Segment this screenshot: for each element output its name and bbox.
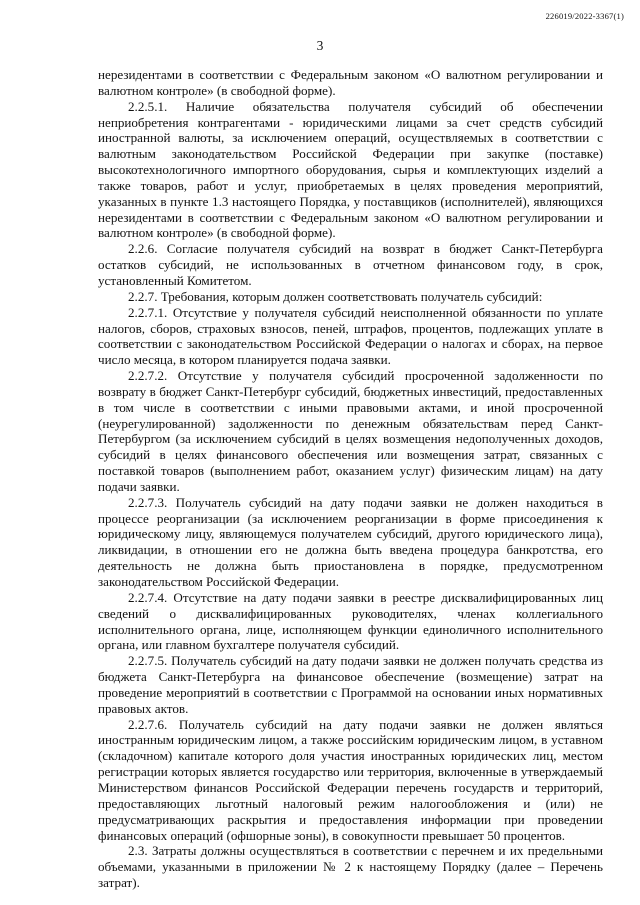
- paragraph-2-2-7-5: 2.2.7.5. Получатель субсидий на дату подачи заявки не должен получать средства из бюджета Санкт-Петербурга на финансовое обеспечение (возмещение) затрат на проведение мероприятий в соответствии с Программой на основании иных нормативных правовых актов.: [98, 653, 603, 716]
- paragraph-2-2-7: 2.2.7. Требования, которым должен соответствовать получатель субсидий:: [128, 288, 543, 304]
- paragraph-2-3: 2.3. Затраты должны осуществляться в соответствии с перечнем и их предельными объемами, указанными в приложении № 2 к настоящему Порядку (далее – Перечень затрат).: [98, 843, 603, 891]
- paragraph-2-2-7-1: 2.2.7.1. Отсутствие у получателя субсидий неисполненной обязанности по уплате налогов, сборов, страховых взносов, пеней, штрафов, процентов, подлежащих уплате в соответствии с законодательством Российской Федерации о налогах и сборах, на первое число месяца, в котором планируется подача заявки.: [98, 304, 603, 368]
- paragraph-2-2-7-3: 2.2.7.3. Получатель субсидий на дату подачи заявки не должен находиться в процессе реорганизации (за исключением реорганизации в форме присоединения к юридическому лицу, являющемуся получателем субсидий, другого юридического лица), ликвидации, в отношении его не должна быть введена процедура банкротства, его деятельность не должна быть приостановлена в порядке, предусмотренном законодательством Российской Федерации.: [98, 494, 603, 589]
- paragraph-2-2-6: 2.2.6. Согласие получателя субсидий на возврат в бюджет Санкт-Петербурга остатков субсидий, не использованных в отчетном финансовом году, в срок, установленный Комитетом.: [98, 241, 603, 288]
- document-body: [98, 67, 603, 891]
- paragraph-2-2-7-2: 2.2.7.2. Отсутствие у получателя субсидий просроченной задолженности по возврату в бюджет Санкт-Петербург субсидий, бюджетных инвестиций, предоставленных в том числе в соответствии с иными правовыми актами, и иной просроченной (неурегулированной) задолженности по денежным обязательствам перед Санкт-Петербургом (за исключением субсидий в целях возмещения недополученных доходов, субсидий в целях финансового обеспечения или возмещения затрат, связанных с поставкой товаров (выполнением работ, оказанием услуг) физическим лицам) на дату подачи заявки.: [98, 368, 603, 494]
- paragraph-2-2-7-4: 2.2.7.4. Отсутствие на дату подачи заявки в реестре дисквалифицированных лиц сведений о дисквалифицированных руководителях, членах коллегиального исполнительного органа, лице, исполняющем функции единоличного исполнительного органа, или главном бухгалтере получателя субсидий.: [98, 589, 603, 653]
- document-registration-number: 226019/2022-3367(1): [545, 11, 624, 21]
- paragraph-continuation: нерезидентами в соответствии с Федеральным законом «О валютном регулировании и валютном контроле» (в свободной форме).: [98, 67, 603, 98]
- paragraph-2-2-5-1: 2.2.5.1. Наличие обязательства получателя субсидий об обеспечении неприобретения контрагентами - юридическими лицами за счет средств субсидий иностранной валюты, за исключением операций, осуществляемых в соответствии с валютным законодательством Российской Федерации при закупке (поставке) высокотехнологичного импортного оборудования, сырья и комплектующих изделий а также товаров, работ и услуг, приобретаемых в целях проведения мероприятий, указанных в пункте 1.3 настоящего Порядка, у поставщиков (исполнителей), являющихся нерезидентами в соответствии с Федеральным законом «О валютном регулировании и валютном контроле» (в свободной форме).: [98, 98, 603, 241]
- paragraph-2-2-7-6: 2.2.7.6. Получатель субсидий на дату подачи заявки не должен являться иностранным юридическим лицом, а также российским юридическим лицом, в уставном (складочном) капитале которого доля участия иностранных юридических лиц, местом регистрации которых является государство или территория, включенные в утверждаемый Министерством финансов Российской Федерации перечень государств и территорий, предоставляющих льготный налоговый режим налогообложения и (или) не предусматривающих раскрытия и предоставления информации при проведении финансовых операций (офшорные зоны), в совокупности превышает 50 процентов.: [98, 716, 603, 843]
- page-number: 3: [316, 38, 324, 53]
